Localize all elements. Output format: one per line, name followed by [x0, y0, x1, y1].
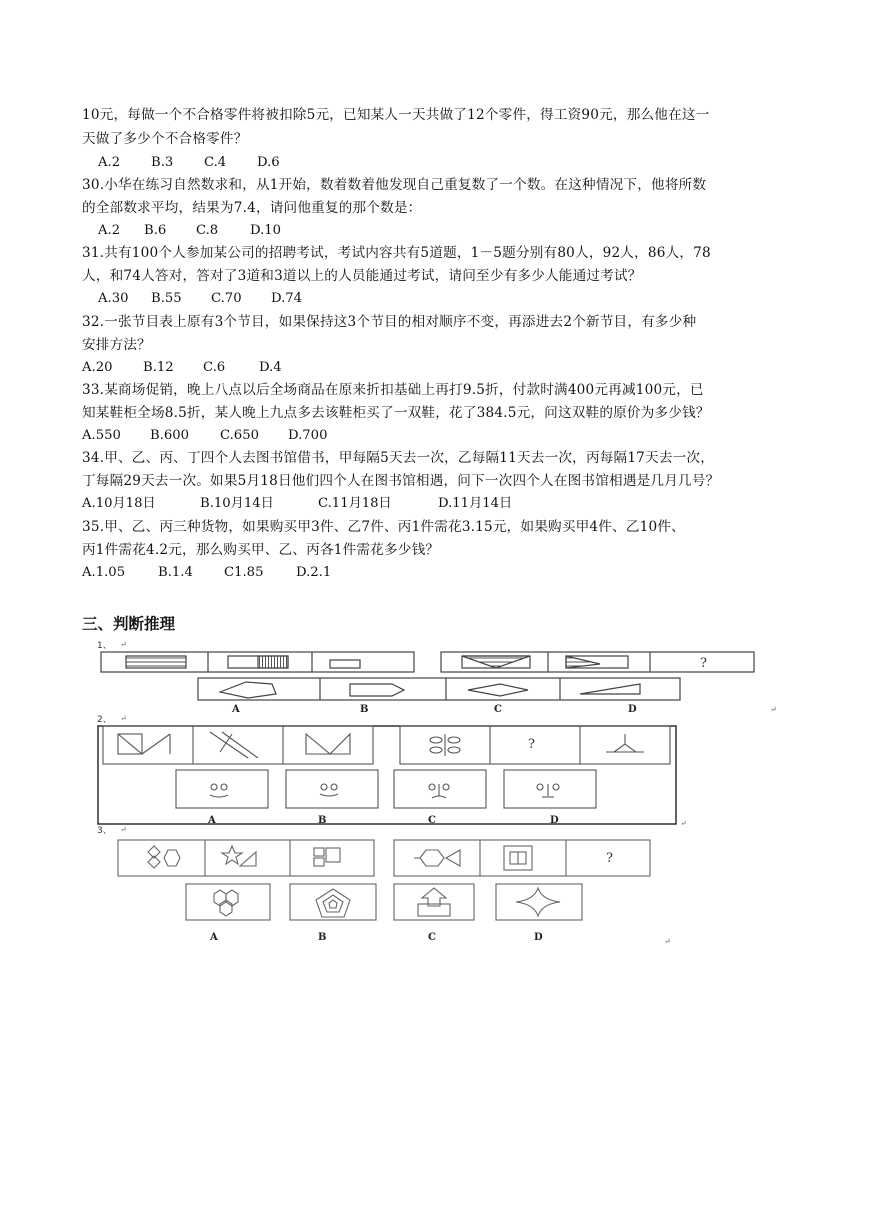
- answer-letter-a: A: [210, 932, 218, 943]
- option-b: B.600: [150, 428, 190, 443]
- option-c: C.70: [211, 291, 242, 306]
- return-mark-icon: ↵: [120, 825, 127, 834]
- answer-options: [186, 884, 582, 920]
- return-mark-icon: ↵: [770, 705, 777, 714]
- option-d: D.11月14日: [438, 496, 513, 511]
- q30-text-line-2: 的全部数求平均，结果为7.4，请问他重复的那个数是：: [82, 200, 422, 216]
- option-a: A.2: [98, 223, 121, 238]
- figure-question-1: [97, 640, 777, 715]
- q35-text-line-2: 丙1件需花4.2元，那么购买甲、乙、丙各1件需花多少钱？: [82, 542, 440, 558]
- option-c: C.8: [196, 223, 219, 238]
- stem-sequence-left: [101, 652, 414, 672]
- question-number: 1、: [97, 641, 112, 651]
- section-heading: 三、判断推理: [82, 615, 176, 633]
- option-a: A.2: [98, 155, 121, 170]
- option-b: B.10月14日: [200, 496, 274, 511]
- answer-letter-d: D: [628, 704, 637, 715]
- option-d: D.6: [257, 155, 280, 170]
- q31-text-line-1: 31.共有100个人参加某公司的招聘考试，考试内容共有5道题，1－5题分别有80人，92人，86人，78: [82, 245, 711, 261]
- return-mark-icon: ↵: [120, 640, 127, 649]
- option-c: C.4: [204, 155, 227, 170]
- option-b: B.12: [143, 360, 174, 375]
- option-c: C.650: [220, 428, 259, 443]
- answer-letter-c: C: [428, 815, 436, 826]
- option-a: A.550: [82, 428, 121, 443]
- q34-text-line-1: 34.甲、乙、丙、丁四个人去图书馆借书，甲每隔5天去一次，乙每隔11天去一次，丙每隔17天去一次，: [82, 450, 715, 466]
- option-d: D.2.1: [296, 565, 332, 580]
- answer-letter-c: C: [428, 932, 436, 943]
- figure-question-3: [97, 825, 671, 946]
- question-mark: ?: [528, 737, 535, 752]
- figure-question-2: [97, 714, 687, 828]
- option-d: D.10: [250, 223, 282, 238]
- option-a: A.30: [98, 291, 129, 306]
- option-a: A.10月18日: [82, 496, 156, 511]
- q34-text-line-2: 丁每隔29天去一次。如果5月18日他们四个人在图书馆相遇，问下一次四个人在图书馆相遇是几月几号？: [82, 473, 720, 489]
- q33-text-line-2: 知某鞋柜全场8.5折，某人晚上九点多去该鞋柜买了一双鞋，花了384.5元，问这双鞋的原价为多少钱？: [82, 405, 710, 421]
- q35-text-line-1: 35.甲、乙、丙三种货物，如果购买甲3件、乙7件、丙1件需花3.15元，如果购买甲4件、乙10件、: [82, 519, 685, 535]
- option-d: D.74: [271, 291, 303, 306]
- answer-letter-c: C: [494, 704, 502, 715]
- question-mark: ?: [700, 656, 707, 671]
- stem-sequence-right: [441, 652, 754, 672]
- option-a: A.20: [82, 360, 113, 375]
- return-mark-icon: ↵: [120, 714, 127, 723]
- stem-sequence-left: [103, 726, 373, 764]
- answer-letter-d: D: [534, 932, 543, 943]
- stem-sequence-right: [400, 726, 670, 764]
- stem-sequence-left: [118, 840, 374, 876]
- answer-letter-b: B: [318, 932, 327, 943]
- option-d: D.700: [288, 428, 328, 443]
- answer-options: [176, 770, 596, 808]
- q32-text-line-1: 32.一张节目表上原有3个节目，如果保持这3个节目的相对顺序不变，再添进去2个新节目，有多少种: [82, 314, 697, 330]
- q33-text-line-1: 33.某商场促销，晚上八点以后全场商品在原来折扣基础上再打9.5折，付款时满400元再减100元，已: [82, 382, 704, 398]
- option-a: A.1.05: [82, 565, 126, 580]
- option-b: B.1.4: [158, 565, 193, 580]
- option-c: C.6: [203, 360, 226, 375]
- question-mark: ?: [606, 851, 613, 866]
- answer-letter-b: B: [360, 704, 369, 715]
- q30-text-line-1: 30.小华在练习自然数求和，从1开始，数着数着他发现自己重复数了一个数。在这种情况下，他将所数: [82, 177, 707, 193]
- answer-letter-a: A: [208, 815, 216, 826]
- answer-letter-a: A: [232, 704, 240, 715]
- question-number: 2、: [97, 715, 112, 725]
- q29-text-line-2: 天做了多少个不合格零件？: [82, 131, 248, 147]
- q29-text-line-1: 10元，每做一个不合格零件将被扣除5元，已知某人一天共做了12个零件，得工资90元，那么他在这一: [82, 107, 710, 123]
- option-c: C1.85: [224, 565, 264, 580]
- return-mark-icon: ↵: [680, 819, 687, 828]
- answer-options: [198, 678, 680, 700]
- selection-frame: [98, 726, 676, 824]
- return-mark-icon: ↵: [664, 937, 671, 946]
- option-d: D.4: [259, 360, 282, 375]
- question-number: 3、: [97, 826, 112, 836]
- answer-letter-b: B: [318, 815, 327, 826]
- option-c: C.11月18日: [318, 496, 392, 511]
- answer-letter-d: D: [550, 815, 559, 826]
- option-b: B.55: [151, 291, 182, 306]
- q31-text-line-2: 人，和74人答对，答对了3道和3道以上的人员能通过考试，请问至少有多少人能通过考试？: [82, 268, 642, 284]
- option-b: B.6: [144, 223, 167, 238]
- option-b: B.3: [151, 155, 174, 170]
- q32-text-line-2: 安排方法？: [82, 337, 151, 353]
